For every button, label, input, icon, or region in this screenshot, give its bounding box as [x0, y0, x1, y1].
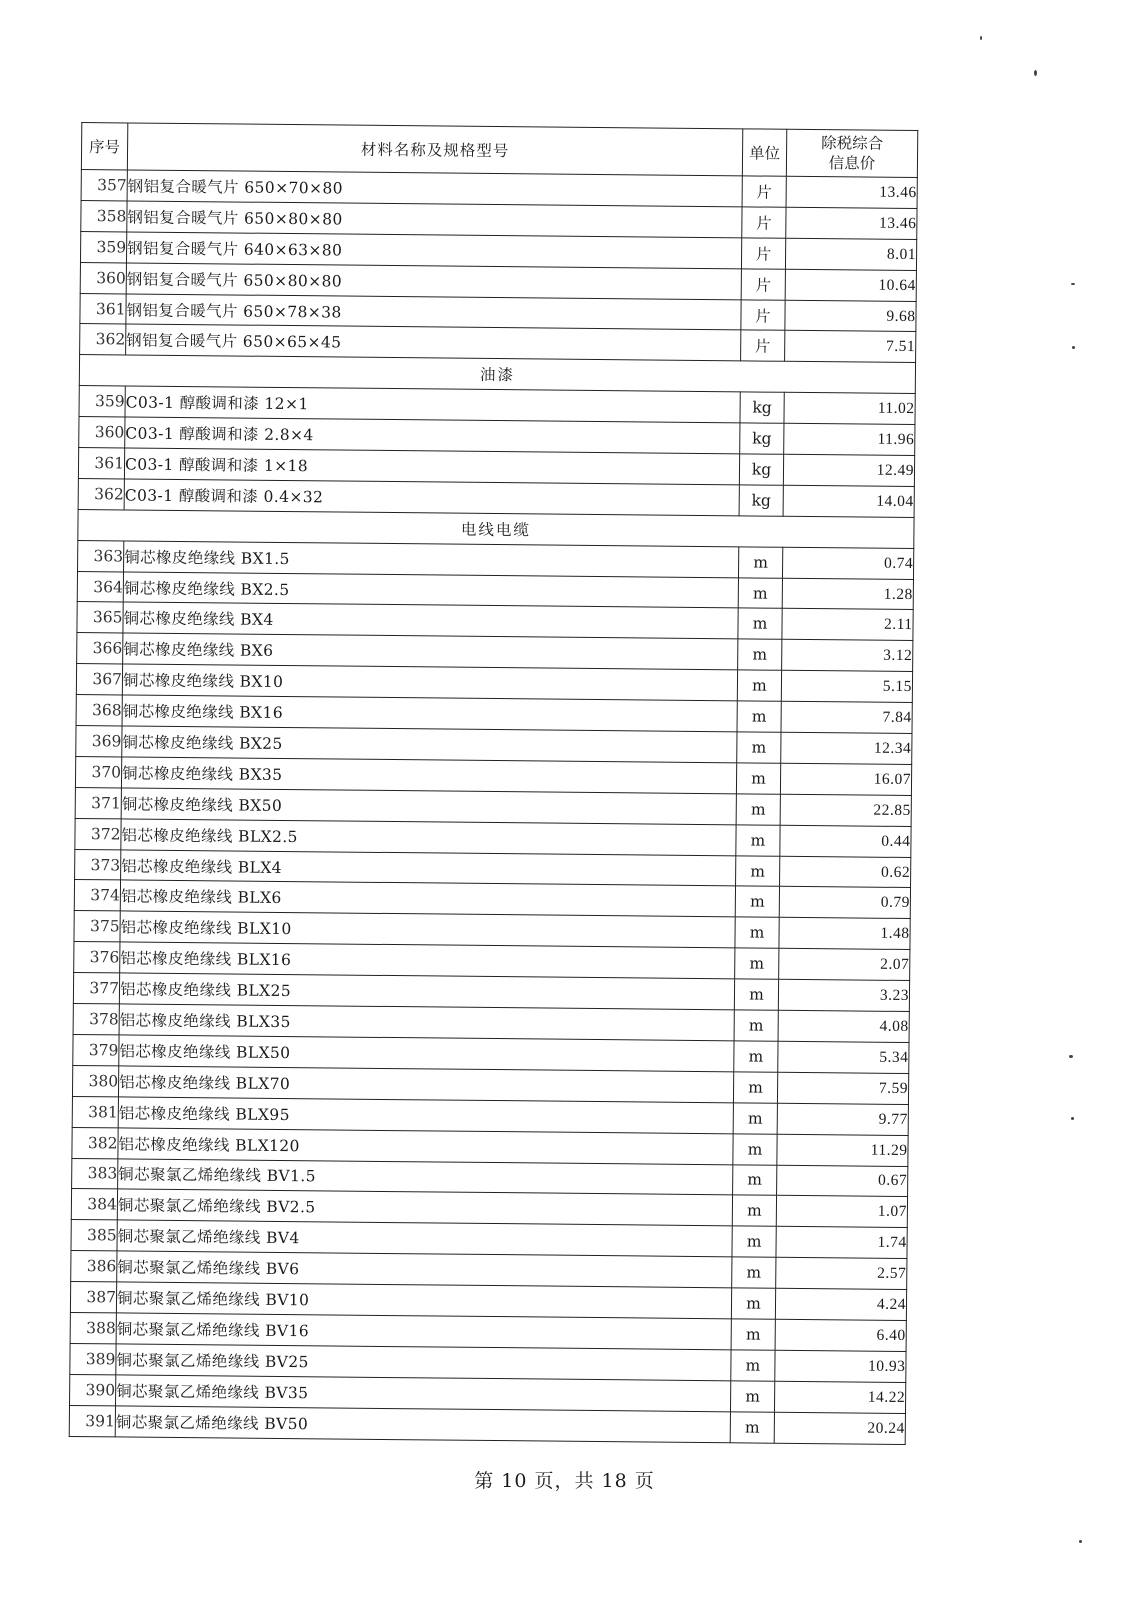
material-name: 铜芯聚氯乙烯绝缘线 BV6 [117, 1251, 732, 1288]
material-name: 铝芯橡皮绝缘线 BLX70 [118, 1066, 733, 1103]
material-name: 铜芯聚氯乙烯绝缘线 BV35 [116, 1375, 731, 1412]
unit-cell: 片 [741, 299, 785, 330]
unit-cell: kg [739, 485, 783, 516]
price-cell: 1.07 [776, 1196, 907, 1228]
unit-cell: 片 [742, 207, 786, 238]
price-cell: 7.51 [785, 331, 916, 363]
material-name: 铜芯聚氯乙烯绝缘线 BV50 [115, 1406, 730, 1443]
unit-cell: m [734, 979, 778, 1010]
material-name: 铜芯橡皮绝缘线 BX2.5 [123, 572, 738, 609]
section-title: 电线电缆 [78, 509, 914, 548]
material-name: 铜芯橡皮绝缘线 BX10 [122, 664, 737, 701]
material-name: 铜芯聚氯乙烯绝缘线 BV25 [116, 1344, 731, 1381]
row-number: 390 [70, 1374, 116, 1405]
column-header-price-line1: 除税综合 [821, 134, 884, 153]
price-cell: 2.07 [779, 949, 910, 981]
row-number: 391 [69, 1405, 115, 1436]
price-cell: 0.44 [780, 825, 911, 857]
row-number: 369 [76, 726, 122, 757]
material-name: 铝芯橡皮绝缘线 BLX2.5 [121, 819, 736, 856]
unit-cell: m [730, 1411, 774, 1442]
unit-cell: m [734, 1041, 778, 1072]
unit-cell: m [732, 1226, 776, 1257]
price-cell: 11.02 [784, 393, 915, 425]
price-cell: 3.23 [778, 979, 909, 1011]
price-cell: 13.46 [786, 176, 917, 208]
row-number: 389 [70, 1343, 116, 1374]
price-cell: 12.49 [783, 454, 914, 486]
unit-cell: m [736, 794, 780, 825]
material-name: 铝芯橡皮绝缘线 BLX6 [120, 880, 735, 917]
material-name: 钢铝复合暖气片 650×80×80 [126, 263, 741, 300]
material-name: 铜芯聚氯乙烯绝缘线 BV1.5 [118, 1158, 733, 1195]
price-cell: 8.01 [785, 238, 916, 270]
row-number: 362 [80, 324, 126, 355]
price-cell: 2.57 [776, 1257, 907, 1289]
column-header-price [786, 129, 917, 177]
row-number: 362 [78, 478, 124, 509]
scan-speck [1034, 70, 1037, 76]
scan-speck [980, 36, 982, 40]
row-number: 367 [76, 664, 122, 695]
row-number: 373 [75, 849, 121, 880]
material-name: C03-1 醇酸调和漆 12×1 [125, 386, 740, 423]
unit-cell: m [735, 948, 779, 979]
material-name: 铜芯橡皮绝缘线 BX50 [121, 788, 736, 825]
material-name: 铜芯橡皮绝缘线 BX16 [122, 695, 737, 732]
unit-cell: m [730, 1381, 774, 1412]
row-number: 360 [80, 262, 126, 293]
scan-speck [1072, 346, 1075, 349]
row-number: 388 [70, 1312, 116, 1343]
unit-cell: 片 [741, 269, 785, 300]
row-number: 359 [80, 231, 126, 262]
price-cell: 1.28 [782, 578, 913, 610]
row-number: 385 [71, 1220, 117, 1251]
price-cell: 4.24 [775, 1288, 906, 1320]
row-number: 357 [81, 170, 127, 201]
price-cell: 10.93 [775, 1350, 906, 1382]
scan-speck [1071, 283, 1075, 285]
material-name: C03-1 醇酸调和漆 2.8×4 [125, 417, 740, 454]
material-name: 铝芯橡皮绝缘线 BLX25 [119, 973, 734, 1010]
price-cell: 1.74 [776, 1227, 907, 1259]
row-number: 380 [72, 1065, 118, 1096]
row-number: 364 [77, 571, 123, 602]
price-table-wrapper [69, 122, 918, 1444]
table-header-row [81, 123, 917, 178]
unit-cell: m [732, 1257, 776, 1288]
unit-cell: m [732, 1195, 776, 1226]
unit-cell: m [731, 1319, 775, 1350]
material-name: 钢铝复合暖气片 650×70×80 [127, 170, 742, 207]
column-header-unit: 单位 [742, 129, 786, 176]
row-number: 361 [80, 293, 126, 324]
column-header-no: 序号 [81, 123, 127, 170]
material-name: 铝芯橡皮绝缘线 BLX35 [119, 1004, 734, 1041]
row-number: 358 [81, 200, 127, 231]
material-name: 铝芯橡皮绝缘线 BLX50 [119, 1035, 734, 1072]
row-number: 387 [70, 1282, 116, 1313]
row-number: 384 [71, 1189, 117, 1220]
row-number: 361 [78, 448, 124, 479]
material-name: 铝芯橡皮绝缘线 BLX10 [120, 911, 735, 948]
unit-cell: 片 [741, 238, 785, 269]
price-cell: 1.48 [779, 918, 910, 950]
material-name: 铜芯聚氯乙烯绝缘线 BV2.5 [117, 1189, 732, 1226]
unit-cell: m [737, 670, 781, 701]
unit-cell: m [733, 1133, 777, 1164]
table-row [69, 1405, 905, 1444]
row-number: 381 [72, 1096, 118, 1127]
unit-cell: m [735, 886, 779, 917]
row-number: 360 [79, 417, 125, 448]
material-name: 钢铝复合暖气片 640×63×80 [126, 232, 741, 269]
unit-cell: m [736, 763, 780, 794]
row-number: 386 [71, 1251, 117, 1282]
row-number: 376 [74, 942, 120, 973]
material-name: C03-1 醇酸调和漆 0.4×32 [124, 479, 739, 516]
material-name: 钢铝复合暖气片 650×78×38 [126, 294, 741, 331]
material-name: 铜芯聚氯乙烯绝缘线 BV4 [117, 1220, 732, 1257]
row-number: 375 [74, 911, 120, 942]
price-cell: 22.85 [780, 794, 911, 826]
material-name: 铜芯聚氯乙烯绝缘线 BV16 [116, 1313, 731, 1350]
row-number: 363 [78, 540, 124, 571]
material-name: 铝芯橡皮绝缘线 BLX120 [118, 1128, 733, 1165]
price-cell: 4.08 [778, 1010, 909, 1042]
page-footer: 第 10 页，共 18 页 [474, 1470, 655, 1492]
price-cell: 0.67 [777, 1165, 908, 1197]
row-number: 368 [76, 695, 122, 726]
price-cell: 16.07 [780, 763, 911, 795]
material-name: 铝芯橡皮绝缘线 BLX4 [121, 850, 736, 887]
price-cell: 14.22 [774, 1381, 905, 1413]
price-cell: 0.62 [780, 856, 911, 888]
row-number: 377 [73, 973, 119, 1004]
scan-speck [1071, 1117, 1074, 1120]
column-header-price-line2: 信息价 [828, 154, 876, 173]
unit-cell: m [733, 1164, 777, 1195]
row-number: 359 [79, 386, 125, 417]
price-cell: 5.15 [781, 671, 912, 703]
material-name: 铜芯橡皮绝缘线 BX6 [123, 633, 738, 670]
price-cell: 7.59 [777, 1072, 908, 1104]
row-number: 370 [75, 756, 121, 787]
table-body [69, 170, 917, 1444]
scan-speck [1079, 1540, 1082, 1543]
row-number: 374 [74, 880, 120, 911]
unit-cell: m [733, 1103, 777, 1134]
row-number: 379 [73, 1034, 119, 1065]
price-cell: 11.29 [777, 1134, 908, 1166]
unit-cell: m [736, 855, 780, 886]
row-number: 371 [75, 787, 121, 818]
price-cell: 0.74 [782, 547, 913, 579]
unit-cell: m [737, 732, 781, 763]
price-cell: 14.04 [783, 485, 914, 517]
unit-cell: m [736, 825, 780, 856]
price-cell: 11.96 [784, 423, 915, 455]
row-number: 365 [77, 602, 123, 633]
material-name: 铜芯橡皮绝缘线 BX35 [121, 757, 736, 794]
material-name: 铜芯橡皮绝缘线 BX1.5 [124, 541, 739, 578]
unit-cell: m [733, 1072, 777, 1103]
row-number: 372 [75, 818, 121, 849]
scan-speck [1069, 1055, 1073, 1058]
price-cell: 0.79 [779, 887, 910, 919]
price-cell: 3.12 [782, 640, 913, 672]
price-cell: 20.24 [774, 1412, 905, 1444]
row-number: 378 [73, 1004, 119, 1035]
unit-cell: m [737, 701, 781, 732]
unit-cell: m [731, 1350, 775, 1381]
material-name: C03-1 醇酸调和漆 1×18 [124, 448, 739, 485]
section-title: 油漆 [79, 355, 915, 394]
material-name: 铜芯橡皮绝缘线 BX25 [122, 726, 737, 763]
price-cell: 9.77 [777, 1103, 908, 1135]
material-name: 钢铝复合暖气片 650×65×45 [126, 324, 741, 361]
material-name: 钢铝复合暖气片 650×80×80 [127, 201, 742, 238]
material-name: 铝芯橡皮绝缘线 BLX95 [118, 1097, 733, 1134]
material-name: 铜芯橡皮绝缘线 BX4 [123, 602, 738, 639]
unit-cell: m [734, 1010, 778, 1041]
price-cell: 12.34 [781, 732, 912, 764]
unit-cell: m [738, 547, 782, 578]
price-cell: 7.84 [781, 701, 912, 733]
row-number: 383 [72, 1158, 118, 1189]
price-cell: 13.46 [786, 207, 917, 239]
row-number: 382 [72, 1127, 118, 1158]
material-name: 铝芯橡皮绝缘线 BLX16 [120, 942, 735, 979]
price-cell: 2.11 [782, 609, 913, 641]
price-cell: 9.68 [785, 300, 916, 332]
unit-cell: 片 [742, 176, 786, 207]
unit-cell: m [738, 608, 782, 639]
unit-cell: 片 [741, 330, 785, 361]
price-table [69, 122, 919, 1444]
price-cell: 6.40 [775, 1319, 906, 1351]
unit-cell: kg [740, 392, 784, 423]
price-cell: 10.64 [785, 269, 916, 301]
unit-cell: m [738, 639, 782, 670]
unit-cell: m [731, 1288, 775, 1319]
material-name: 铜芯聚氯乙烯绝缘线 BV10 [116, 1282, 731, 1319]
price-cell: 5.34 [778, 1041, 909, 1073]
unit-cell: kg [740, 423, 784, 454]
unit-cell: m [738, 577, 782, 608]
row-number: 366 [77, 633, 123, 664]
column-header-name: 材料名称及规格型号 [127, 123, 742, 176]
unit-cell: m [735, 917, 779, 948]
unit-cell: kg [739, 454, 783, 485]
